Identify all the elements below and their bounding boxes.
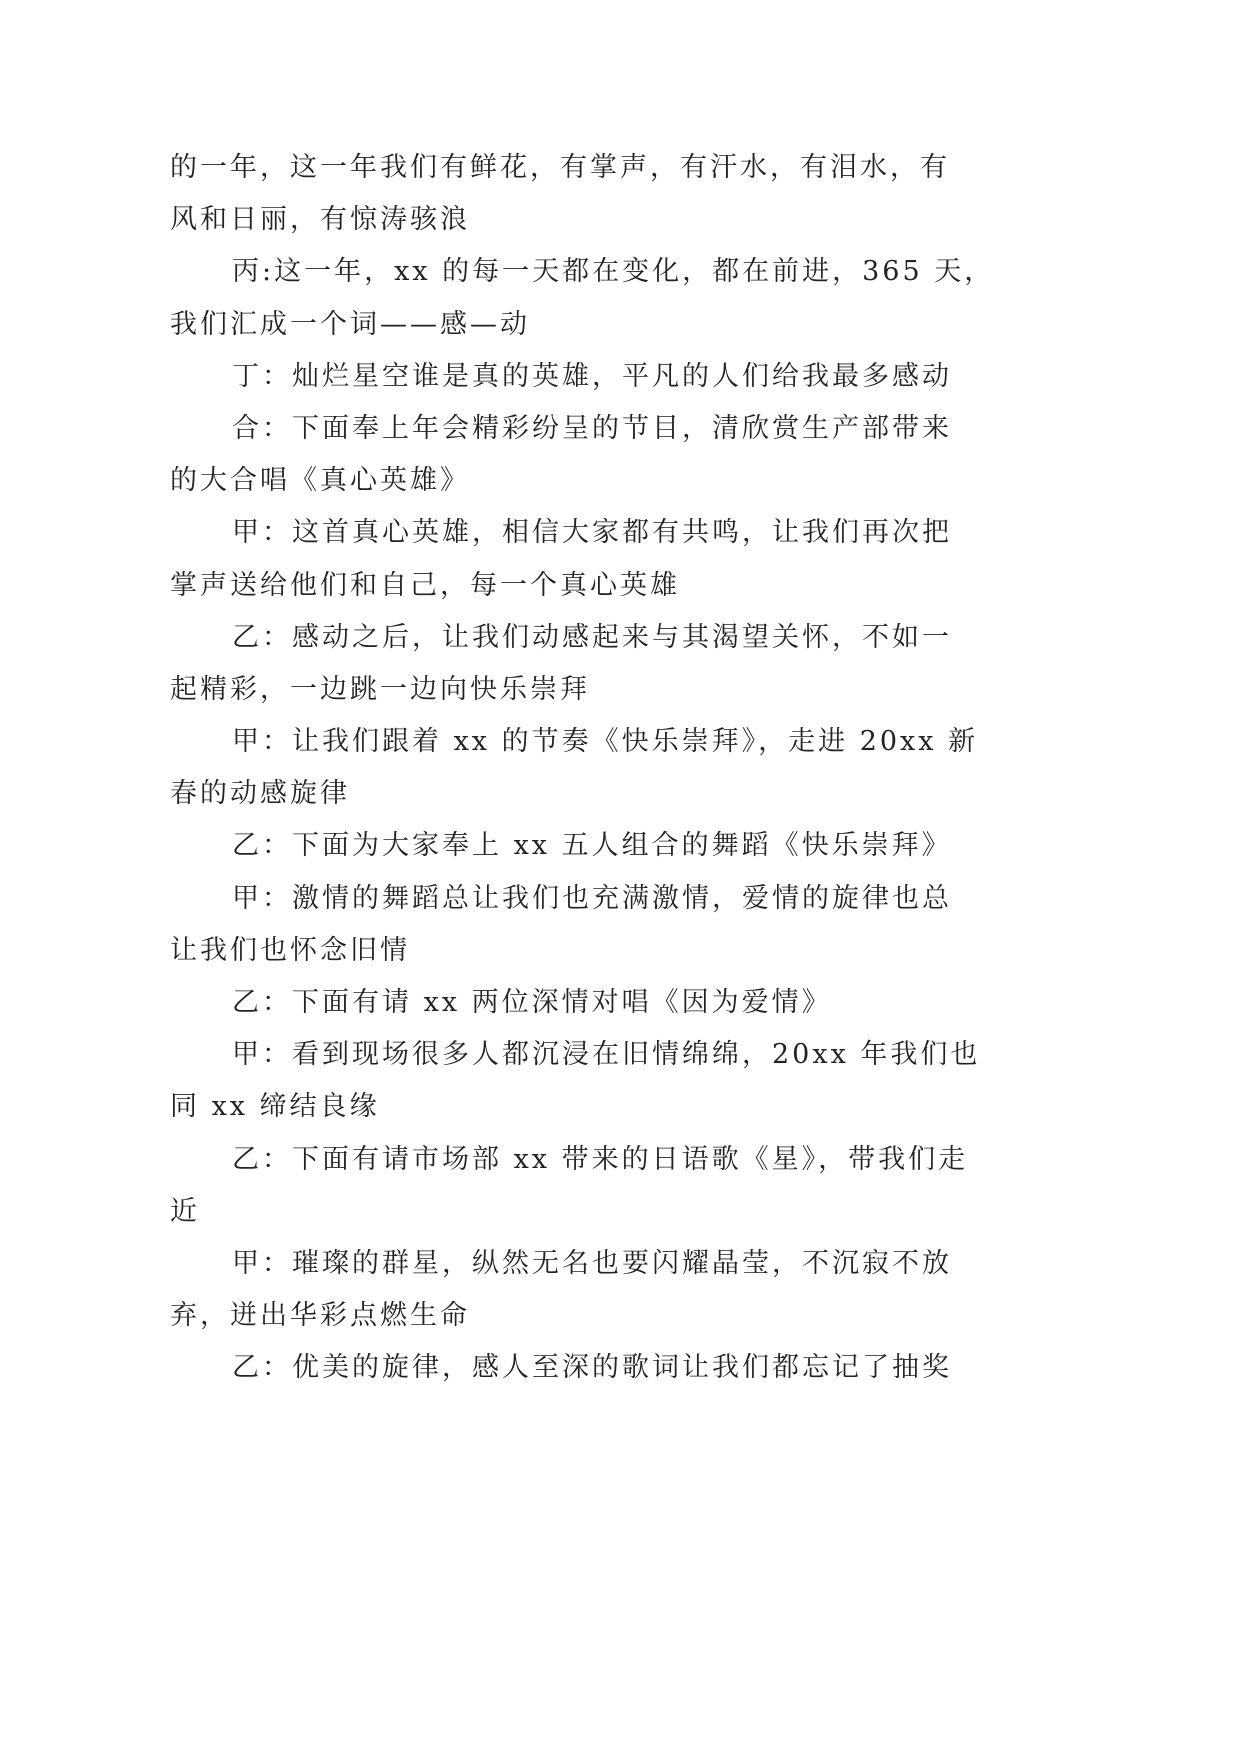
text-line: 的大合唱《真心英雄》: [170, 465, 470, 497]
text-line: 丙:这一年，xx 的每一天都在变化，都在前进，365 天，: [232, 256, 995, 288]
text-line: 丁：灿烂星空谁是真的英雄，平凡的人们给我最多感动: [232, 360, 952, 392]
document-body: [170, 142, 995, 1395]
text-line: 合：下面奉上年会精彩纷呈的节目，清欣赏生产部带来: [232, 412, 952, 444]
text-line: 甲：看到现场很多人都沉浸在旧情绵绵，20xx 年我们也: [232, 1039, 981, 1071]
text-line: 春的动感旋律: [170, 778, 350, 810]
text-line: 风和日丽，有惊涛骇浪: [170, 204, 470, 236]
text-line: 弃，迸出华彩点燃生命: [170, 1300, 470, 1332]
text-line: 乙：下面为大家奉上 xx 五人组合的舞蹈《快乐崇拜》: [232, 830, 952, 862]
text-line: 让我们也怀念旧情: [170, 934, 410, 966]
text-line: 近: [170, 1195, 200, 1227]
text-line: 甲：让我们跟着 xx 的节奏《快乐崇拜》，走进 20xx 新: [232, 726, 979, 758]
text-line: 乙：下面有请 xx 两位深情对唱《因为爱情》: [232, 987, 832, 1018]
text-line: 乙：下面有请市场部 xx 带来的日语歌《星》，带我们走: [232, 1143, 969, 1175]
text-line: 乙：优美的旋律，感人至深的歌词让我们都忘记了抽奖: [232, 1352, 952, 1384]
text-line: 我们汇成一个词——感—动: [170, 308, 530, 340]
text-line: 甲：激情的舞蹈总让我们也充满激情，爱情的旋律也总: [232, 882, 952, 914]
text-line: 甲：璀璨的群星，纵然无名也要闪耀晶莹，不沉寂不放: [232, 1247, 952, 1279]
text-line: 同 xx 缔结良缘: [170, 1091, 380, 1123]
text-line: 掌声送给他们和自己，每一个真心英雄: [170, 569, 680, 601]
text-line: 甲：这首真心英雄，相信大家都有共鸣，让我们再次把: [232, 517, 952, 549]
text-line: 乙：感动之后，让我们动感起来与其渴望关怀，不如一: [232, 621, 952, 653]
text-line: 的一年，这一年我们有鲜花，有掌声，有汗水，有泪水，有: [170, 152, 950, 183]
text-line: 起精彩，一边跳一边向快乐崇拜: [170, 673, 590, 705]
